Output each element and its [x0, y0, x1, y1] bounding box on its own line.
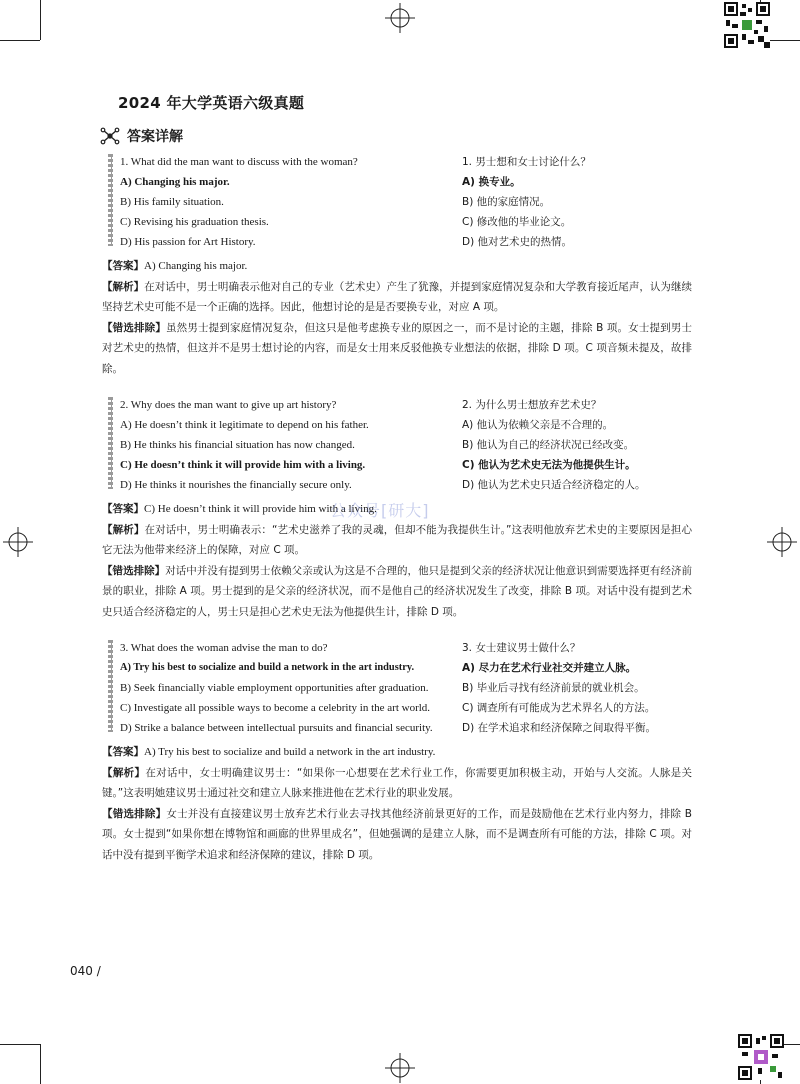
answer-paragraph	[102, 742, 692, 763]
option-c-zh: C) 他认为艺术史无法为他提供生计。	[462, 459, 636, 471]
option-b-zh: B) 毕业后寻找有经济前景的就业机会。	[462, 682, 645, 694]
dotted-side-bar	[108, 640, 113, 732]
watermark: 公众号[研大]	[330, 501, 430, 520]
analysis-text: 在对话中，男士明确表示：“艺术史滋养了我的灵魂，但却不能为我提供生计。”这表明他放弃艺术史的主要原因是担心它无法为他带来经济上的保障，对应 C 项。	[102, 523, 692, 556]
question-en: 3. What does the woman advise the man to do?	[120, 642, 328, 654]
molecule-icon	[100, 127, 120, 145]
option-a-en: A) Try his best to socialize and build a network in the art industry.	[120, 662, 415, 673]
exclude-label: 【错选排除】	[102, 807, 167, 820]
option-a-zh: A) 尽力在艺术行业社交并建立人脉。	[462, 662, 637, 674]
analysis-label: 【解析】	[102, 280, 145, 293]
exclude-text: 虽然男士提到家庭情况复杂，但这只是他考虑换专业的原因之一，而不是讨论的主题，排除 B 项。女士提到男士对艺术史的热情，但这并不是男士想讨论的内容，而是女士用来反驳他换专业想法的依据，排除 D 项。C 项音频未提及，故排除。	[102, 321, 692, 375]
crop-mark	[40, 0, 41, 40]
option-b-en: B) His family situation.	[120, 196, 224, 208]
question-zh: 3. 女士建议男士做什么？	[462, 642, 581, 654]
option-a-zh: A) 换专业。	[462, 176, 521, 188]
answer-label: 【答案】	[102, 260, 144, 272]
question-en: 2. Why does the man want to give up art history?	[120, 399, 337, 411]
answer-label: 【答案】	[102, 503, 144, 515]
section-heading	[100, 126, 183, 146]
question-block-1	[102, 152, 692, 252]
analysis-paragraph	[102, 520, 692, 561]
exclude-paragraph	[102, 318, 692, 380]
option-c-en: C) Revising his graduation thesis.	[120, 216, 269, 228]
exclude-label: 【错选排除】	[102, 321, 166, 334]
option-a-en: A) Changing his major.	[120, 176, 230, 188]
qr-code-icon	[724, 2, 770, 48]
exclude-paragraph	[102, 804, 692, 866]
question-block-2	[102, 395, 692, 495]
exclude-text: 对话中并没有提到男士依赖父亲或认为这是不合理的，他只是提到父亲的经济状况让他意识到需要选择更有经济前景的职业，排除 A 项。男士提到的是父亲的经济状况，而不是他自己的经济状况发生了改变，排除 B 项。对话中没有提到艺术史只适合经济稳定的人，男士只是担心艺术史无法为他提供生计，排除 D 项。	[102, 564, 692, 618]
answer-paragraph	[102, 256, 692, 277]
registration-mark-icon	[385, 1053, 415, 1083]
option-b-en: B) Seek financially viable employment opportunities after graduation.	[120, 682, 429, 694]
option-b-zh: B) 他认为自己的经济状况已经改变。	[462, 439, 635, 451]
exclude-label: 【错选排除】	[102, 564, 166, 577]
option-a-zh: A) 他认为依赖父亲是不合理的。	[462, 419, 614, 431]
qr-code-icon	[738, 1034, 784, 1080]
registration-mark-icon	[385, 3, 415, 33]
analysis-label: 【解析】	[102, 523, 145, 536]
question-block-3	[102, 638, 692, 738]
option-d-zh: D) 他认为艺术史只适合经济稳定的人。	[462, 479, 646, 491]
option-c-zh: C) 调查所有可能成为艺术界名人的方法。	[462, 702, 656, 714]
section-title: 答案详解	[127, 129, 183, 145]
option-b-zh: B) 他的家庭情况。	[462, 196, 551, 208]
question-zh: 2. 为什么男士想放弃艺术史？	[462, 399, 602, 411]
crop-mark	[0, 1044, 40, 1045]
answer-label: 【答案】	[102, 746, 144, 758]
page-title: 2024 年大学英语六级真题	[118, 94, 305, 112]
registration-mark-icon	[3, 527, 33, 557]
option-d-en: D) His passion for Art History.	[120, 236, 256, 248]
analysis-label: 【解析】	[102, 766, 146, 779]
analysis-paragraph	[102, 277, 692, 318]
question-zh: 1. 男士想和女士讨论什么？	[462, 156, 591, 168]
option-d-zh: D) 他对艺术史的热情。	[462, 236, 573, 248]
crop-mark	[40, 1044, 41, 1084]
question-en: 1. What did the man want to discuss with the woman?	[120, 156, 358, 168]
option-b-en: B) He thinks his financial situation has now changed.	[120, 439, 355, 451]
page-number: 040 /	[70, 964, 101, 978]
option-a-en: A) He doesn’t think it legitimate to depend on his father.	[120, 419, 369, 431]
crop-mark	[0, 40, 40, 41]
analysis-text: 在对话中，男士明确表示他对自己的专业（艺术史）产生了犹豫，并提到家庭情况复杂和大学教育接近尾声，认为继续坚持艺术史可能不是一个正确的选择。因此，他想讨论的是是否要换专业，对应 A 项。	[102, 280, 693, 313]
dotted-side-bar	[108, 154, 113, 246]
option-c-en: C) Investigate all possible ways to become a celebrity in the art world.	[120, 702, 431, 714]
dotted-side-bar	[108, 397, 113, 489]
exclude-text: 女士并没有直接建议男士放弃艺术行业去寻找其他经济前景更好的工作，而是鼓励他在艺术行业内努力，排除 B 项。女士提到“如果你想在博物馆和画廊的世界里成名”，但她强调的是建立人脉，而不是调查所有可能的方法，排除 C 项。对话中没有提到平衡学术追求和经济保障的建议，排除 D 项。	[102, 807, 692, 861]
option-d-en: D) Strike a balance between intellectual pursuits and financial security.	[120, 722, 433, 734]
exclude-paragraph	[102, 561, 692, 623]
option-c-zh: C) 修改他的毕业论文。	[462, 216, 572, 228]
analysis-paragraph	[102, 763, 692, 804]
analysis-text: 在对话中，女士明确建议男士：“如果你一心想要在艺术行业工作，你需要更加积极主动，开始与人交流。人脉是关键。”这表明她建议男士通过社交和建立人脉来推进他在艺术行业的职业发展。	[102, 766, 693, 799]
option-c-en: C) He doesn’t think it will provide him with a living.	[120, 459, 366, 471]
option-d-en: D) He thinks it nourishes the financially secure only.	[120, 479, 352, 491]
option-d-zh: D) 在学术追求和经济保障之间取得平衡。	[462, 722, 657, 734]
registration-mark-icon	[767, 527, 797, 557]
answer-text: A) Try his best to socialize and build a network in the art industry.	[144, 746, 436, 758]
answer-text: C) He doesn’t think it will provide him with a living.	[144, 503, 377, 515]
answer-text: A) Changing his major.	[144, 260, 248, 272]
